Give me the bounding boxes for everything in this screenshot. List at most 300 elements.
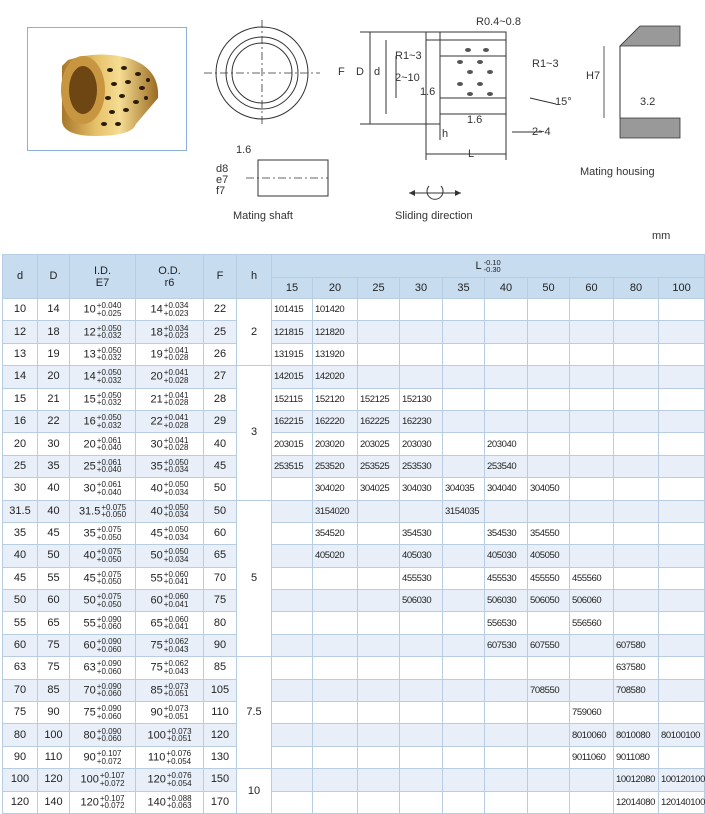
part-number-cell xyxy=(272,746,313,768)
id-tolerance xyxy=(97,481,122,496)
part-number-cell xyxy=(570,366,614,388)
od-tolerance xyxy=(167,795,192,810)
id-tol-lower: +0.072 xyxy=(99,778,125,788)
cell-d: 55 xyxy=(3,612,38,634)
od-tol-lower: +0.043 xyxy=(163,666,189,676)
part-number-cell xyxy=(485,410,528,432)
cell-id xyxy=(70,657,136,679)
id-tol-upper: +0.090 xyxy=(96,726,122,736)
part-number-cell: 10012080 xyxy=(614,769,659,791)
dim-15deg: 15° xyxy=(555,96,572,108)
housing-drawing xyxy=(600,20,690,150)
part-number-cell xyxy=(272,634,313,656)
part-number-cell: 3154020 xyxy=(313,500,358,522)
part-number-cell xyxy=(528,702,570,724)
table-row xyxy=(3,388,705,410)
header-od-label: O.D. xyxy=(158,264,181,277)
table-row xyxy=(3,321,705,343)
part-number-cell: 607530 xyxy=(485,634,528,656)
id-tol-upper: +0.107 xyxy=(99,771,125,781)
part-number-cell: 455530 xyxy=(485,567,528,589)
part-number-cell xyxy=(272,724,313,746)
cell-F: 150 xyxy=(204,769,237,791)
part-number-cell: 253540 xyxy=(485,455,528,477)
od-tol-upper: +0.073 xyxy=(166,726,192,736)
part-number-cell: 455550 xyxy=(528,567,570,589)
id-tol-lower: +0.040 xyxy=(96,465,122,475)
od-tolerance xyxy=(164,302,189,317)
part-number-cell xyxy=(570,455,614,477)
id-nominal: 55 xyxy=(83,617,96,630)
part-number-cell xyxy=(614,343,659,365)
table-row xyxy=(3,634,705,656)
part-number-cell: 142020 xyxy=(313,366,358,388)
part-number-cell: 162225 xyxy=(358,410,400,432)
part-number-cell: 405020 xyxy=(313,545,358,567)
header-L-label: L xyxy=(475,259,482,272)
cell-od xyxy=(136,679,204,701)
part-number-cell xyxy=(400,657,443,679)
cell-id xyxy=(70,746,136,768)
part-number-cell xyxy=(443,791,485,813)
cell-F: 29 xyxy=(204,410,237,432)
od-tol-lower: +0.023 xyxy=(163,308,189,318)
cell-od xyxy=(136,724,204,746)
od-tol-lower: +0.034 xyxy=(163,532,189,542)
part-number-cell: 455530 xyxy=(400,567,443,589)
part-number-cell xyxy=(485,724,528,746)
id-tolerance xyxy=(100,772,125,787)
cell-id xyxy=(70,612,136,634)
header-L xyxy=(272,255,705,278)
table-row xyxy=(3,478,705,500)
part-number-cell xyxy=(528,321,570,343)
table-row xyxy=(3,455,705,477)
od-tol-upper: +0.062 xyxy=(163,637,189,647)
cell-id xyxy=(70,590,136,612)
id-tol-lower: +0.060 xyxy=(96,711,122,721)
od-tol-lower: +0.028 xyxy=(163,398,189,408)
od-tolerance xyxy=(164,660,189,675)
part-number-cell xyxy=(358,321,400,343)
id-tol-upper: +0.075 xyxy=(96,547,122,557)
id-nominal: 63 xyxy=(83,661,96,674)
part-number-cell xyxy=(659,433,705,455)
cell-od xyxy=(136,433,204,455)
part-number-cell xyxy=(659,567,705,589)
bushing-photo xyxy=(27,27,187,151)
od-tolerance xyxy=(167,728,192,743)
header-L-tol-dn: -0.30 xyxy=(483,265,501,274)
part-number-cell xyxy=(528,433,570,455)
table-row xyxy=(3,679,705,701)
part-number-cell xyxy=(485,366,528,388)
part-number-cell xyxy=(272,679,313,701)
part-number-cell xyxy=(528,746,570,768)
part-number-cell xyxy=(570,679,614,701)
part-number-cell: 3154035 xyxy=(443,500,485,522)
cell-id xyxy=(70,545,136,567)
cell-D: 30 xyxy=(38,433,70,455)
part-number-cell: 142015 xyxy=(272,366,313,388)
id-tol-lower: +0.060 xyxy=(96,644,122,654)
part-number-cell: 304050 xyxy=(528,478,570,500)
id-tol-lower: +0.050 xyxy=(96,554,122,564)
cell-id xyxy=(70,455,136,477)
part-number-cell: 121820 xyxy=(313,321,358,343)
od-nominal: 18 xyxy=(150,325,163,338)
part-number-cell xyxy=(570,410,614,432)
od-tol-lower: +0.041 xyxy=(163,599,189,609)
header-d: d xyxy=(3,255,38,299)
header-id-label: I.D. xyxy=(93,264,112,277)
od-tol-upper: +0.034 xyxy=(163,301,189,311)
od-tolerance xyxy=(164,705,189,720)
part-number-cell xyxy=(659,478,705,500)
cell-d: 15 xyxy=(3,388,38,410)
cell-od xyxy=(136,746,204,768)
cell-F: 27 xyxy=(204,366,237,388)
part-number-cell: 120140100 xyxy=(659,791,705,813)
id-nominal: 80 xyxy=(83,729,96,742)
dim-r04: R0.4~0.8 xyxy=(476,16,521,28)
part-number-cell xyxy=(443,433,485,455)
id-tolerance xyxy=(97,683,122,698)
od-tol-upper: +0.062 xyxy=(163,659,189,669)
id-tol-upper: +0.090 xyxy=(96,614,122,624)
cell-D: 21 xyxy=(38,388,70,410)
part-number-cell xyxy=(313,769,358,791)
cell-d: 45 xyxy=(3,567,38,589)
cell-D: 85 xyxy=(38,679,70,701)
id-tolerance xyxy=(97,571,122,586)
part-number-cell xyxy=(528,455,570,477)
id-nominal: 25 xyxy=(83,460,96,473)
cell-id xyxy=(70,433,136,455)
part-number-cell xyxy=(659,500,705,522)
table-row xyxy=(3,299,705,321)
cell-od xyxy=(136,366,204,388)
id-tol-lower: +0.072 xyxy=(96,756,122,766)
cell-D: 35 xyxy=(38,455,70,477)
part-number-cell xyxy=(443,388,485,410)
od-tolerance xyxy=(166,750,191,765)
id-nominal: 35 xyxy=(83,527,96,540)
id-tol-lower: +0.060 xyxy=(96,689,122,699)
od-tol-lower: +0.063 xyxy=(166,801,192,811)
dim-r13-right: R1~3 xyxy=(532,58,559,70)
cell-id xyxy=(70,500,136,522)
part-number-cell xyxy=(358,612,400,634)
cell-od xyxy=(136,657,204,679)
part-number-cell: 304035 xyxy=(443,478,485,500)
part-number-cell: 80100100 xyxy=(659,724,705,746)
cell-F: 170 xyxy=(204,791,237,813)
part-number-cell xyxy=(443,657,485,679)
part-number-cell xyxy=(614,455,659,477)
cell-id xyxy=(70,478,136,500)
part-number-cell xyxy=(358,522,400,544)
part-number-cell xyxy=(313,746,358,768)
header-L-tol-up: -0.10 xyxy=(483,258,501,267)
shaft-d8: d8 xyxy=(216,163,229,175)
part-number-cell xyxy=(614,321,659,343)
cell-D: 45 xyxy=(38,522,70,544)
id-tol-upper: +0.050 xyxy=(96,390,122,400)
part-number-cell xyxy=(570,500,614,522)
od-nominal: 35 xyxy=(150,460,163,473)
part-number-cell xyxy=(272,769,313,791)
od-tol-upper: +0.050 xyxy=(163,547,189,557)
part-number-cell xyxy=(358,791,400,813)
part-number-cell: 253530 xyxy=(400,455,443,477)
id-tol-lower: +0.072 xyxy=(99,801,125,811)
part-number-cell xyxy=(659,746,705,768)
part-number-cell: 203020 xyxy=(313,433,358,455)
cell-d: 100 xyxy=(3,769,38,791)
id-tolerance xyxy=(97,302,122,317)
id-tol-lower: +0.060 xyxy=(96,622,122,632)
table-row xyxy=(3,567,705,589)
dim-F: F xyxy=(338,66,345,78)
part-number-cell xyxy=(659,657,705,679)
od-tol-lower: +0.041 xyxy=(163,622,189,632)
cell-od xyxy=(136,388,204,410)
cell-F: 50 xyxy=(204,500,237,522)
part-number-cell: 708580 xyxy=(614,679,659,701)
part-number-cell xyxy=(614,366,659,388)
part-number-cell xyxy=(528,724,570,746)
part-number-cell xyxy=(528,769,570,791)
cell-D: 75 xyxy=(38,634,70,656)
id-nominal: 16 xyxy=(83,415,96,428)
part-number-cell xyxy=(659,366,705,388)
table-body xyxy=(3,299,705,814)
section-view-drawing xyxy=(330,10,590,170)
part-number-cell: 12014080 xyxy=(614,791,659,813)
id-tolerance xyxy=(100,795,125,810)
part-number-cell xyxy=(528,299,570,321)
table-row xyxy=(3,433,705,455)
od-tol-lower: +0.034 xyxy=(163,465,189,475)
dim-1-6-c: 1.6 xyxy=(236,144,252,156)
technical-drawings xyxy=(0,0,700,255)
id-tolerance xyxy=(97,459,122,474)
id-tol-lower: +0.025 xyxy=(96,308,122,318)
od-tolerance xyxy=(164,392,189,407)
cell-F: 130 xyxy=(204,746,237,768)
id-tol-lower: +0.032 xyxy=(96,353,122,363)
id-tolerance xyxy=(97,616,122,631)
part-number-cell xyxy=(400,724,443,746)
part-number-cell xyxy=(400,679,443,701)
cell-od xyxy=(136,545,204,567)
od-tol-upper: +0.060 xyxy=(163,569,189,579)
part-number-cell: 203040 xyxy=(485,433,528,455)
od-nominal: 20 xyxy=(150,370,163,383)
cell-F: 65 xyxy=(204,545,237,567)
part-number-cell: 162215 xyxy=(272,410,313,432)
id-nominal: 120 xyxy=(80,796,99,809)
part-number-cell: 8010080 xyxy=(614,724,659,746)
part-number-cell: 759060 xyxy=(570,702,614,724)
part-number-cell xyxy=(443,567,485,589)
od-tol-upper: +0.041 xyxy=(163,435,189,445)
table-row xyxy=(3,545,705,567)
id-tol-lower: +0.032 xyxy=(96,420,122,430)
od-tol-lower: +0.034 xyxy=(163,487,189,497)
part-number-cell xyxy=(528,343,570,365)
cell-id xyxy=(70,791,136,813)
length-header: 35 xyxy=(443,278,485,299)
cell-d: 63 xyxy=(3,657,38,679)
part-number-cell xyxy=(313,702,358,724)
part-number-cell xyxy=(614,410,659,432)
od-nominal: 100 xyxy=(147,729,166,742)
od-tolerance xyxy=(164,347,189,362)
cell-D: 90 xyxy=(38,702,70,724)
part-number-cell xyxy=(485,702,528,724)
cell-d: 12 xyxy=(3,321,38,343)
cell-F: 25 xyxy=(204,321,237,343)
cell-od xyxy=(136,321,204,343)
part-number-cell xyxy=(443,321,485,343)
cell-od xyxy=(136,343,204,365)
part-number-cell xyxy=(659,590,705,612)
id-tol-upper: +0.090 xyxy=(96,637,122,647)
od-nominal: 75 xyxy=(150,639,163,652)
part-number-cell xyxy=(443,724,485,746)
part-number-cell: 162220 xyxy=(313,410,358,432)
part-number-cell xyxy=(443,612,485,634)
part-number-cell xyxy=(358,299,400,321)
part-number-cell xyxy=(443,522,485,544)
id-tol-upper: +0.075 xyxy=(96,525,122,535)
cell-id xyxy=(70,321,136,343)
cell-od xyxy=(136,702,204,724)
part-number-cell xyxy=(528,657,570,679)
part-number-cell: 556560 xyxy=(570,612,614,634)
part-number-cell xyxy=(272,612,313,634)
part-number-cell xyxy=(313,791,358,813)
id-nominal: 15 xyxy=(83,393,96,406)
part-number-cell xyxy=(614,500,659,522)
part-number-cell: 708550 xyxy=(528,679,570,701)
id-tol-lower: +0.050 xyxy=(101,510,127,520)
part-number-cell xyxy=(485,299,528,321)
cell-F: 105 xyxy=(204,679,237,701)
cell-F: 60 xyxy=(204,522,237,544)
part-number-cell xyxy=(659,410,705,432)
part-number-cell xyxy=(570,388,614,410)
cell-h: 10 xyxy=(237,769,272,814)
part-number-cell xyxy=(443,746,485,768)
id-tol-upper: +0.107 xyxy=(96,749,122,758)
cell-F: 90 xyxy=(204,634,237,656)
part-number-cell: 354530 xyxy=(400,522,443,544)
table-row xyxy=(3,702,705,724)
part-number-cell xyxy=(614,388,659,410)
table-row xyxy=(3,769,705,791)
od-tolerance xyxy=(164,481,189,496)
part-number-cell xyxy=(443,299,485,321)
sliding-arrow-icon xyxy=(405,180,465,206)
part-number-cell xyxy=(614,299,659,321)
od-nominal: 21 xyxy=(150,393,163,406)
cell-d: 20 xyxy=(3,433,38,455)
id-nominal: 90 xyxy=(83,751,96,764)
cell-od xyxy=(136,500,204,522)
id-tolerance xyxy=(97,325,122,340)
table-row xyxy=(3,590,705,612)
cell-id xyxy=(70,567,136,589)
cell-d: 13 xyxy=(3,343,38,365)
cell-D: 75 xyxy=(38,657,70,679)
id-tol-upper: +0.061 xyxy=(96,435,122,445)
table-row xyxy=(3,746,705,768)
part-number-cell xyxy=(400,299,443,321)
cell-F: 50 xyxy=(204,478,237,500)
cell-F: 110 xyxy=(204,702,237,724)
part-number-cell xyxy=(272,702,313,724)
dim-1-6-b: 1.6 xyxy=(467,114,483,126)
id-nominal: 31.5 xyxy=(78,505,101,518)
part-number-cell xyxy=(614,545,659,567)
length-header: 15 xyxy=(272,278,313,299)
part-number-cell xyxy=(272,590,313,612)
cell-h: 2 xyxy=(237,299,272,366)
spec-table xyxy=(2,254,705,814)
length-header: 80 xyxy=(614,278,659,299)
dim-D: D xyxy=(356,66,364,78)
id-tolerance xyxy=(97,414,122,429)
part-number-cell xyxy=(485,679,528,701)
od-nominal: 30 xyxy=(150,437,163,450)
table-header xyxy=(3,255,705,299)
bushing-photo-graphic xyxy=(28,28,186,150)
part-number-cell xyxy=(272,500,313,522)
part-number-cell: 8010060 xyxy=(570,724,614,746)
dim-r13-left: R1~3 xyxy=(395,50,422,62)
od-tol-lower: +0.051 xyxy=(163,711,189,721)
part-number-cell: 354550 xyxy=(528,522,570,544)
od-tol-lower: +0.034 xyxy=(163,554,189,564)
id-tolerance xyxy=(97,728,122,743)
cell-od xyxy=(136,769,204,791)
header-od-tol: r6 xyxy=(164,276,175,289)
id-tol-upper: +0.107 xyxy=(99,793,125,803)
part-number-cell xyxy=(570,657,614,679)
id-tol-upper: +0.090 xyxy=(96,704,122,714)
id-nominal: 14 xyxy=(83,370,96,383)
length-header: 20 xyxy=(313,278,358,299)
dim-3-2: 3.2 xyxy=(640,96,656,108)
shaft-label: Mating shaft xyxy=(233,210,293,222)
id-tolerance xyxy=(97,369,122,384)
part-number-cell xyxy=(614,612,659,634)
part-number-cell: 637580 xyxy=(614,657,659,679)
table-row xyxy=(3,410,705,432)
od-tol-lower: +0.028 xyxy=(163,443,189,453)
part-number-cell xyxy=(313,724,358,746)
od-tol-upper: +0.041 xyxy=(163,390,189,400)
part-number-cell xyxy=(443,634,485,656)
od-tolerance xyxy=(164,504,189,519)
od-tol-lower: +0.028 xyxy=(163,375,189,385)
part-number-cell xyxy=(614,522,659,544)
part-number-cell xyxy=(570,522,614,544)
table-row xyxy=(3,522,705,544)
